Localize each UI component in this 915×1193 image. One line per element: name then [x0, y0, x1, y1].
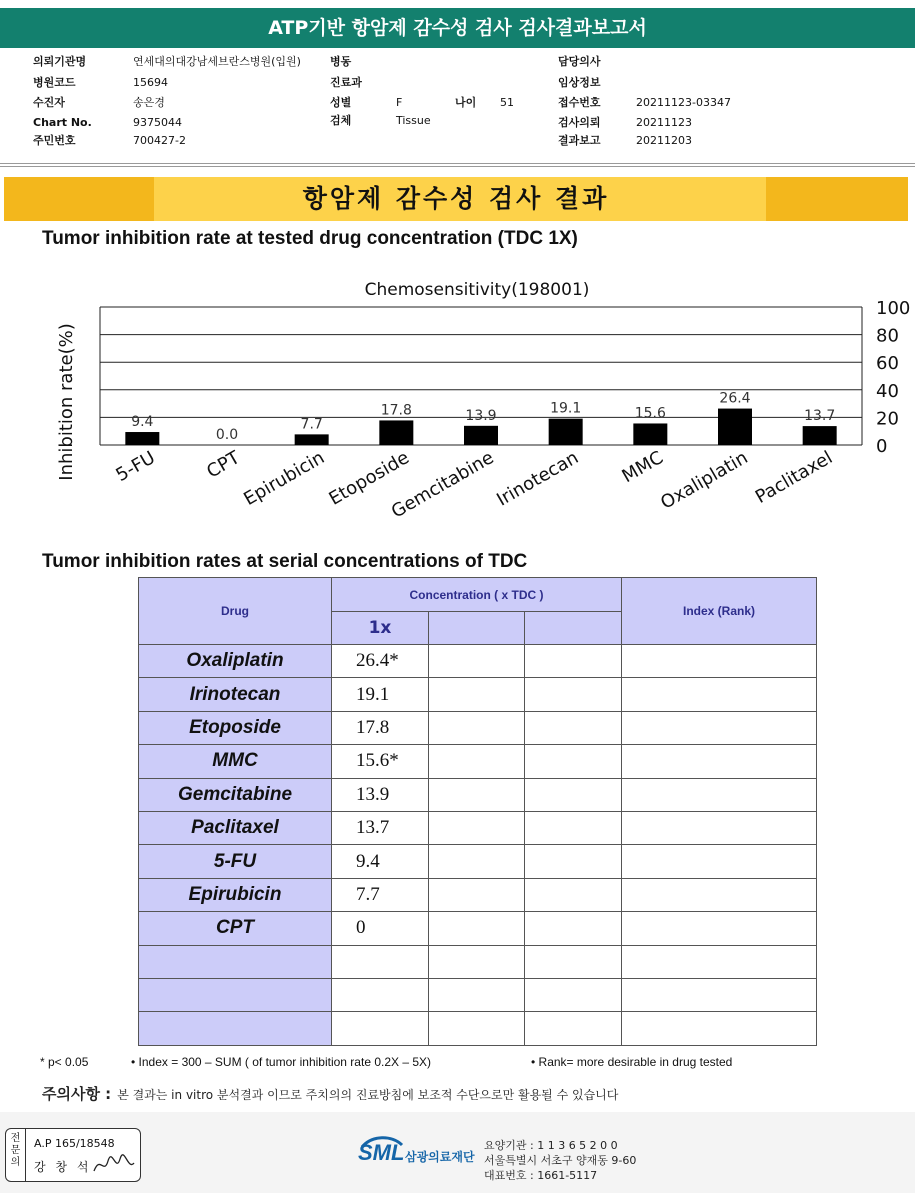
bar: [464, 426, 498, 445]
bar-value-label: 13.9: [465, 407, 497, 424]
table-row: [139, 711, 817, 744]
p-value-note: * p< 0.05: [40, 1055, 89, 1069]
rate-1x-cell: 0: [332, 912, 429, 945]
info-label: 접수번호: [558, 96, 601, 109]
info-label: 검사의뢰: [558, 116, 601, 129]
info-label: 수진자: [33, 96, 65, 109]
index-rank-header: Index (Rank): [622, 578, 817, 645]
index-rank-cell: [622, 645, 817, 678]
rate-empty-cell: [525, 878, 622, 911]
info-value: Tissue: [396, 114, 431, 127]
drug-name-cell: CPT: [139, 912, 332, 945]
rate-empty-cell: [429, 678, 525, 711]
rate-1x-cell: 13.7: [332, 811, 429, 844]
info-label: 병동: [330, 55, 352, 68]
index-note: • Index = 300 – SUM ( of tumor inhibition rate 0.2X – 5X): [131, 1055, 432, 1069]
table-row: [139, 778, 817, 811]
table-row: [139, 811, 817, 844]
drug-name-cell: [139, 945, 332, 978]
result-banner: [4, 177, 908, 221]
rate-empty-cell: [429, 711, 525, 744]
info-value: 송은경: [133, 96, 165, 109]
bar-value-label: 26.4: [719, 390, 751, 407]
y-tick-label: 80: [876, 325, 899, 347]
rate-1x-cell: [332, 1012, 429, 1045]
x-tick-label: CPT: [203, 447, 244, 483]
info-label: Chart No.: [33, 116, 92, 129]
x-tick-label: Epirubicin: [240, 447, 329, 511]
rate-1x-cell: 15.6*: [332, 745, 429, 778]
conc-1x-header: 1x: [332, 612, 429, 645]
drug-name-cell: MMC: [139, 745, 332, 778]
index-rank-cell: [622, 845, 817, 878]
info-label: 검체: [330, 114, 352, 127]
sml-logo-text: SML: [358, 1140, 405, 1165]
report-title: ATP기반 항암제 감수성 검사 검사결과보고서: [0, 8, 915, 48]
x-tick-label: Oxaliplatin: [657, 447, 752, 514]
y-tick-label: 100: [876, 298, 911, 319]
y-tick-label: 20: [876, 408, 899, 430]
bar: [295, 434, 329, 445]
rate-empty-cell: [525, 745, 622, 778]
y-axis-label: Inhibition rate(%): [56, 323, 77, 481]
bar-value-label: 19.1: [550, 400, 582, 417]
signature-box: [5, 1128, 141, 1182]
address-line-1: 요양기관 : 1 1 3 6 5 2 0 0: [484, 1139, 618, 1152]
rate-1x-cell: [332, 978, 429, 1011]
table-row: [139, 878, 817, 911]
bar-value-label: 7.7: [300, 416, 323, 433]
x-tick-label: Irinotecan: [493, 447, 583, 511]
info-label: 결과보고: [558, 134, 601, 147]
index-rank-cell: [622, 978, 817, 1011]
bar: [549, 419, 583, 445]
rate-1x-cell: 9.4: [332, 845, 429, 878]
drug-name-cell: Irinotecan: [139, 678, 332, 711]
caution-label: 주의사항 :: [42, 1085, 112, 1103]
info-value: 20211203: [636, 134, 692, 147]
drug-name-cell: Oxaliplatin: [139, 645, 332, 678]
rate-empty-cell: [525, 711, 622, 744]
banner-title: 항암제 감수성 검사 결과: [302, 184, 610, 213]
drug-name-cell: Paclitaxel: [139, 811, 332, 844]
bar-value-label: 17.8: [380, 402, 412, 419]
table-row: [139, 945, 817, 978]
info-value: 연세대의대강남세브란스병원(입원): [133, 55, 301, 68]
rate-empty-cell: [525, 978, 622, 1011]
info-label: 담당의사: [558, 55, 601, 68]
rate-empty-cell: [525, 945, 622, 978]
drug-header: Drug: [139, 578, 332, 645]
inhibition-bar-chart: [0, 265, 915, 540]
doctor-name: 강 창 석: [34, 1160, 92, 1174]
info-label: 병원코드: [33, 76, 76, 89]
chart-title: Chemosensitivity(198001): [364, 280, 590, 300]
x-tick-label: Etoposide: [325, 447, 413, 510]
drug-name-cell: [139, 978, 332, 1011]
caution-line: [42, 1083, 618, 1104]
index-rank-cell: [622, 878, 817, 911]
info-label: 임상정보: [558, 76, 601, 89]
info-label: 주민번호: [33, 134, 76, 147]
x-tick-label: 5-FU: [112, 447, 159, 487]
drug-name-cell: 5-FU: [139, 845, 332, 878]
bar-value-label: 0.0: [215, 427, 239, 443]
bar: [379, 420, 413, 445]
rate-1x-cell: 26.4*: [332, 645, 429, 678]
rate-empty-cell: [525, 645, 622, 678]
rate-empty-cell: [525, 778, 622, 811]
y-tick-label: 60: [876, 353, 899, 375]
table-row: [139, 912, 817, 945]
address-line-3: 대표번호 : 1661-5117: [484, 1169, 598, 1182]
specialist-tag: 전문의: [6, 1129, 26, 1181]
drug-name-cell: Epirubicin: [139, 878, 332, 911]
signature-scribble: [92, 1153, 136, 1177]
info-value: 15694: [133, 76, 168, 89]
rate-1x-cell: 7.7: [332, 878, 429, 911]
rate-empty-cell: [429, 978, 525, 1011]
license-number: A.P 165/18548: [34, 1137, 115, 1150]
info-value: 20211123: [636, 116, 692, 129]
rate-empty-cell: [525, 811, 622, 844]
table-row: [139, 978, 817, 1011]
rate-empty-cell: [429, 645, 525, 678]
rate-1x-cell: 13.9: [332, 778, 429, 811]
address-line-2: 서울특별시 서초구 양재동 9-60: [484, 1154, 637, 1167]
rate-empty-cell: [525, 1012, 622, 1045]
rate-empty-cell: [525, 845, 622, 878]
table-row: [139, 645, 817, 678]
table-row: [139, 745, 817, 778]
conc-col3-header: [525, 612, 622, 645]
drug-name-cell: Gemcitabine: [139, 778, 332, 811]
rate-empty-cell: [429, 878, 525, 911]
drug-name-cell: [139, 1012, 332, 1045]
section-title-serial: Tumor inhibition rates at serial concentrations of TDC: [42, 551, 528, 572]
index-rank-cell: [622, 912, 817, 945]
info-label: 나이: [455, 96, 477, 109]
index-rank-cell: [622, 711, 817, 744]
rate-empty-cell: [429, 811, 525, 844]
y-tick-label: 40: [876, 380, 899, 402]
bar: [803, 426, 837, 445]
caution-text: 본 결과는 in vitro 분석결과 이므로 주치의의 진료방침에 보조적 수단으로만 활용될 수 있습니다: [117, 1088, 619, 1102]
bar: [125, 432, 159, 445]
divider-top: [0, 163, 915, 164]
info-label: 의뢰기관명: [33, 55, 87, 68]
index-rank-cell: [622, 678, 817, 711]
index-rank-cell: [622, 778, 817, 811]
info-label: 성별: [330, 96, 352, 109]
table-row: [139, 1012, 817, 1045]
bar-value-label: 9.4: [131, 414, 154, 431]
rate-empty-cell: [525, 678, 622, 711]
rate-empty-cell: [429, 745, 525, 778]
x-tick-label: Paclitaxel: [751, 447, 837, 508]
info-value: F: [396, 96, 403, 109]
x-tick-label: MMC: [618, 447, 667, 488]
rank-note: • Rank= more desirable in drug tested: [531, 1055, 733, 1069]
x-tick-label: Gemcitabine: [387, 447, 498, 523]
rate-empty-cell: [429, 778, 525, 811]
table-row: [139, 678, 817, 711]
section-title-tdc1x: Tumor inhibition rate at tested drug concentration (TDC 1X): [42, 228, 578, 249]
rate-empty-cell: [525, 912, 622, 945]
divider-top-2: [0, 166, 915, 167]
rate-1x-cell: 19.1: [332, 678, 429, 711]
index-rank-cell: [622, 945, 817, 978]
rate-empty-cell: [429, 845, 525, 878]
rate-empty-cell: [429, 1012, 525, 1045]
info-value: 9375044: [133, 116, 182, 129]
rate-empty-cell: [429, 912, 525, 945]
info-value: 20211123-03347: [636, 96, 731, 109]
drug-name-cell: Etoposide: [139, 711, 332, 744]
info-label: 진료과: [330, 76, 362, 89]
rate-1x-cell: [332, 945, 429, 978]
results-table: [138, 577, 817, 1046]
index-rank-cell: [622, 1012, 817, 1045]
index-rank-cell: [622, 811, 817, 844]
bar-value-label: 15.6: [634, 405, 666, 422]
conc-col2-header: [429, 612, 525, 645]
table-row: [139, 845, 817, 878]
rate-1x-cell: 17.8: [332, 711, 429, 744]
index-rank-cell: [622, 745, 817, 778]
bar: [718, 409, 752, 445]
bar-value-label: 13.7: [804, 408, 836, 425]
bar: [633, 423, 667, 445]
rate-empty-cell: [429, 945, 525, 978]
info-value: 700427-2: [133, 134, 186, 147]
company-name: 삼광의료재단: [405, 1150, 475, 1164]
y-tick-label: 0: [876, 436, 888, 457]
info-value: 51: [500, 96, 514, 109]
concentration-header: Concentration ( x TDC ): [332, 578, 622, 612]
